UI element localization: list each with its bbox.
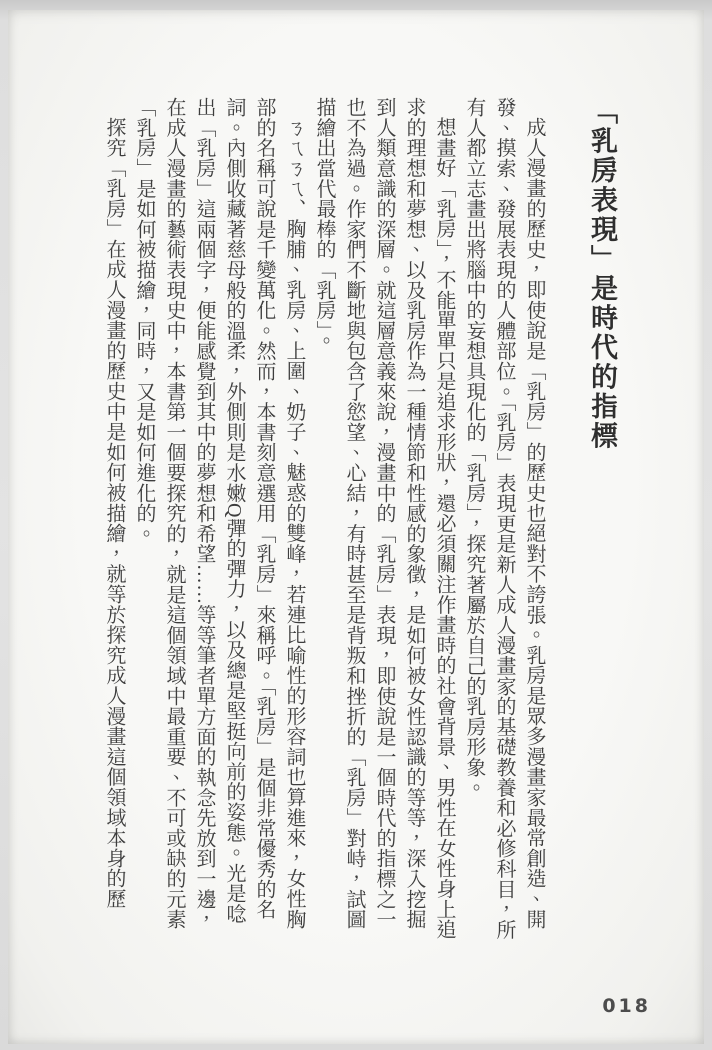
paragraph-2: 想畫好「乳房」，不能單單只是追求形狀，還必須關注作畫時的社會背景、男性在女性身上追求的理想和夢想、以及乳房作為一種情節和性感的象徵，是如何被女性認識的等等，深入挖掘到人類意識的深層。就這層意義來說，漫畫中的「乳房」表現，即使說是一個時代的指標之一也不為過。作家們不斷地與包含了慾望、心結，有時甚至是背叛和挫折的「乳房」對峙，試圖描繪出當代最棒的「乳房」。: [313, 97, 455, 940]
book-page: [8, 10, 704, 1044]
paragraph-3: ㄋㄟㄋㄟ、胸脯、乳房、上圍、奶子、魅惑的雙峰，若連比喻性的形容詞也算進來，女性胸部的名稱可說是千變萬化。然而，本書刻意選用「乳房」來稱呼。「乳房」是個非常優秀的名詞。內側收藏著慈母般的溫柔，外側則是水嫩Q彈的彈力，以及總是堅挺向前的姿態。光是唸出「乳房」這兩個字，便能感覺到其中的夢想和希望……等等筆者單方面的執念先放到一邊，在成人漫畫的藝術表現史中，本書第一個要探究的，就是這個領域中最重要、不可或缺的元素「乳房」是如何被描繪，同時，又是如何進化的。: [133, 97, 305, 930]
page-number: 018: [602, 995, 651, 1017]
paragraph-1: 成人漫畫的歷史，即使說是「乳房」的歷史也絕對不誇張。乳房是眾多漫畫家最常創造、開發、摸索、發展表現的人體部位。「乳房」表現更是新人成人漫畫家的基礎教養和必修科目，所有人都立志畫出將腦中的妄想具現化的「乳房」，探究著屬於自己的乳房形象。: [463, 97, 545, 940]
chapter-title: 「乳房表現」是時代的指標: [587, 97, 617, 451]
paragraph-4: 探究「乳房」在成人漫畫的歷史中是如何被描繪，就等於探究成人漫畫這個領域本身的歷: [103, 117, 125, 909]
body-text: [99, 97, 549, 942]
vertical-text-block: [99, 97, 619, 942]
